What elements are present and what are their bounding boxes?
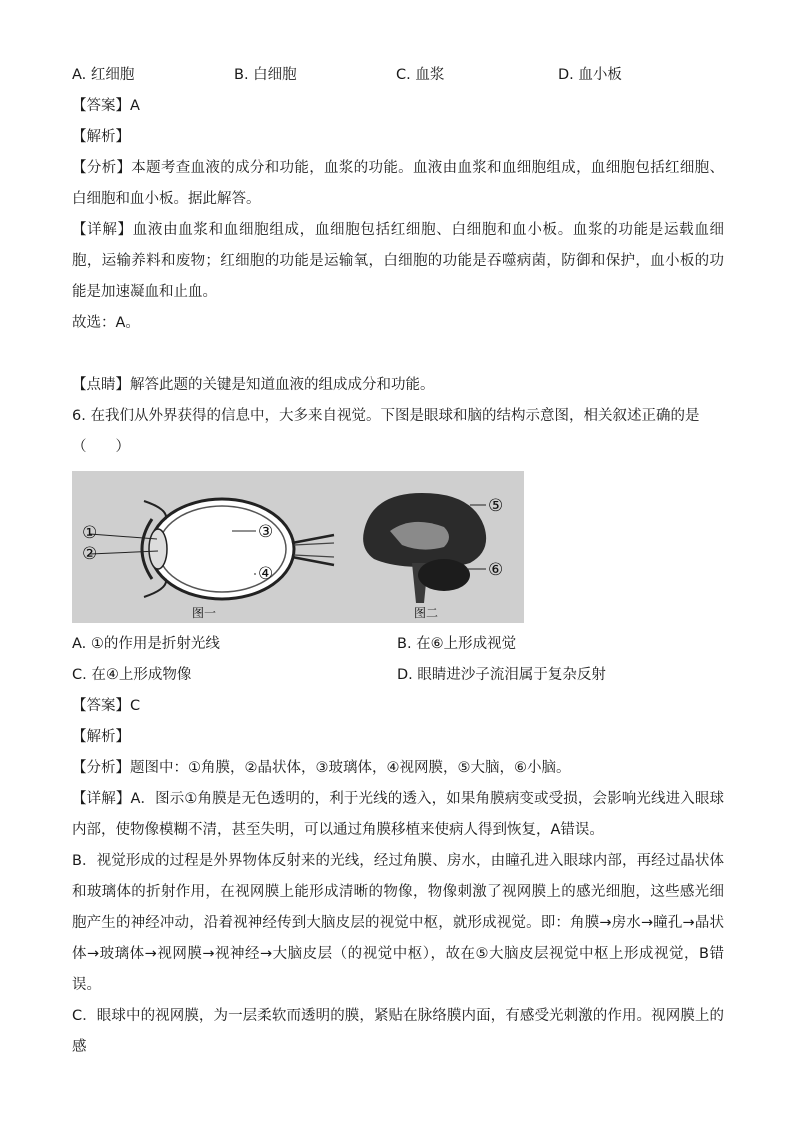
q5-option-d: D. 血小板: [558, 67, 622, 83]
q6-options-row1: [72, 629, 724, 660]
q6-option-d: D. 眼睛进沙子流泪属于复杂反射: [397, 667, 606, 683]
q6-detail-c: C．眼球中的视网膜，为一层柔软而透明的膜，紧贴在脉络膜内面，有感受光刺激的作用。视网膜上的感: [72, 1008, 724, 1055]
brain-label-6: ⑥: [488, 560, 504, 580]
q6-stem: 6. 在我们从外界获得的信息中，大多来自视觉。下图是眼球和脑的结构示意图，相关叙述正确的是: [72, 408, 700, 424]
q5-option-b: B. 白细胞: [234, 67, 297, 83]
q6-paren: （ ）: [72, 439, 130, 455]
eye-brain-figure: [72, 471, 524, 623]
brain-label-5: ⑤: [488, 496, 504, 516]
eye-label-3: ③: [258, 522, 274, 542]
document-page: [72, 60, 724, 1063]
q6-options-row2: [72, 660, 724, 691]
q5-analysis: 【分析】本题考查血液的成分和功能，血浆的功能。血液由血浆和血细胞组成，血细胞包括红细胞、白细胞和血小板。据此解答。: [72, 160, 724, 207]
q6-option-a: A. ①的作用是折射光线: [72, 636, 220, 652]
q6-option-c: C. 在④上形成物像: [72, 667, 192, 683]
q5-detail: 【详解】血液由血浆和血细胞组成，血细胞包括红细胞、白细胞和血小板。血浆的功能是运载血细胞，运输养料和废物；红细胞的功能是运输氧，白细胞的功能是吞噬病菌，防御和保护，血小板的功能是加速凝血和止血。: [72, 222, 724, 300]
q6-detail-a: 【详解】A．图示①角膜是无色透明的，利于光线的透入，如果角膜病变或受损，会影响光线进入眼球内部，使物像模糊不清，甚至失明，可以通过角膜移植来使病人得到恢复，A错误。: [72, 791, 724, 838]
q5-answer: 【答案】A: [72, 98, 140, 114]
eye-label-2: ②: [82, 544, 98, 564]
q5-tip: 【点睛】解答此题的关键是知道血液的组成成分和功能。: [72, 377, 435, 393]
eye-caption: 图一: [192, 606, 217, 620]
spacer: [72, 339, 724, 370]
q6-detail-b: B．视觉形成的过程是外界物体反射来的光线，经过角膜、房水，由瞳孔进入眼球内部，再经过晶状体和玻璃体的折射作用，在视网膜上能形成清晰的物像，物像刺激了视网膜上的感光细胞，这些感光细胞产生的神经冲动，沿着视神经传到大脑皮层的视觉中枢，就形成视觉。即：角膜→房水→瞳孔→晶状体→玻璃体→视网膜→视神经→大脑皮层（的视觉中枢），故在⑤大脑皮层视觉中枢上形成视觉，B错误。: [72, 853, 724, 993]
q5-conclusion: 故选：A。: [72, 315, 140, 331]
q6-answer: 【答案】C: [72, 698, 141, 714]
q6-option-b: B. 在⑥上形成视觉: [397, 636, 517, 652]
q5-jiexi-heading: 【解析】: [72, 129, 130, 145]
q5-options: [72, 60, 724, 91]
eye-label-1: ①: [82, 523, 98, 543]
eye-label-4: ④: [258, 564, 274, 584]
q5-option-a: A. 红细胞: [72, 67, 135, 83]
brain-caption: 图二: [414, 606, 439, 620]
q6-analysis: 【分析】题图中：①角膜，②晶状体，③玻璃体，④视网膜，⑤大脑，⑥小脑。: [72, 760, 571, 776]
q6-jiexi-heading: 【解析】: [72, 729, 130, 745]
q5-option-c: C. 血浆: [396, 67, 445, 83]
